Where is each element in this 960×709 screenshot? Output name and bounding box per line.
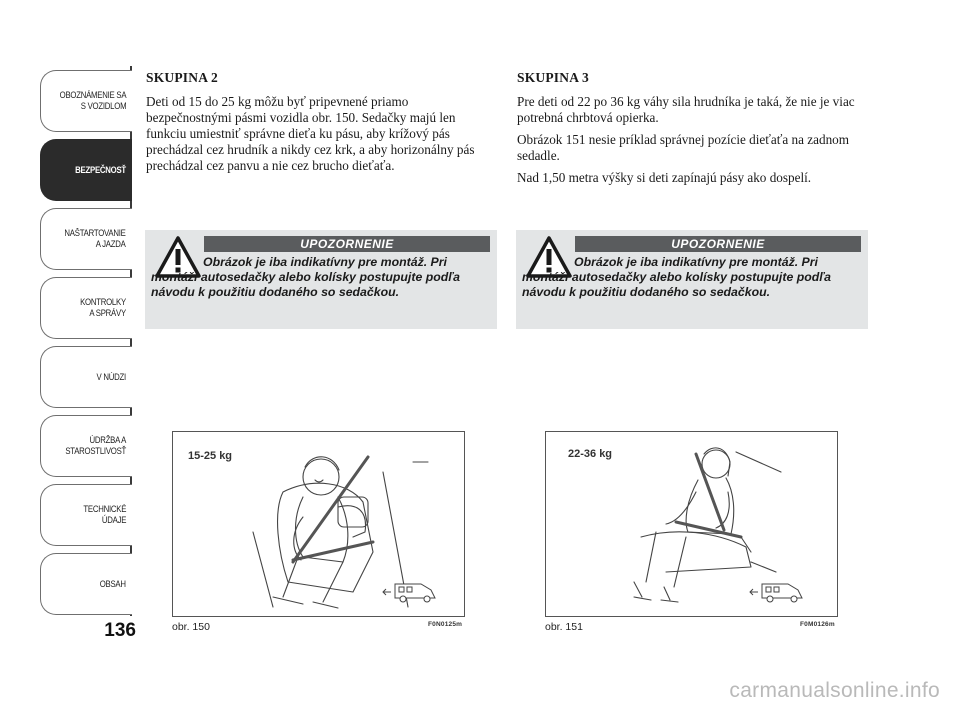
figure-150 (172, 431, 465, 617)
left-column (146, 70, 496, 180)
tab-label: OBOZNÁMENIE SA S VOZIDLOM (59, 90, 126, 112)
figure-151 (545, 431, 838, 617)
child-booster-seat-illustration (173, 432, 466, 618)
section-heading-skupina-2: SKUPINA 2 (146, 70, 218, 85)
watermark: carmanualsonline.info (729, 679, 940, 702)
tab-v-nudzi[interactable] (40, 346, 132, 408)
tab-label: NAŠTARTOVANIE A JAZDA (64, 228, 126, 250)
warning-text: Obrázok je iba indikatívny pre montáž. Pri montáži autosedačky alebo kolísky postupujte podľa návodu k použitiu dodaného so sedačkou. (151, 255, 460, 299)
warning-title: UPOZORNENIE (575, 236, 861, 252)
warning-box (145, 230, 497, 329)
tab-technicke[interactable] (40, 484, 132, 546)
warning-text: Obrázok je iba indikatívny pre montáž. Pri montáži autosedačky alebo kolísky postupujte podľa návodu k použitiu dodaného so sedačkou. (522, 255, 831, 299)
figure-code: F0N0125m (428, 621, 463, 628)
paragraph: Pre deti od 22 po 36 kg váhy sila hrudníka je taká, že nie je viac potrebná chrbtová opierka. (517, 94, 855, 125)
tab-label: KONTROLKY A SPRÁVY (80, 297, 126, 319)
tab-bezpecnost[interactable] (40, 139, 132, 201)
tab-label: TECHNICKÉ ÚDAJE (83, 504, 126, 526)
tab-kontrolky[interactable] (40, 277, 132, 339)
tab-obsah[interactable] (40, 553, 132, 615)
tab-udrzba[interactable] (40, 415, 132, 477)
paragraph: Nad 1,50 metra výšky si deti zapínajú pásy ako dospelí. (517, 170, 812, 185)
figure-code: F0M0126m (800, 621, 835, 628)
page-number: 136 (104, 620, 136, 641)
tab-label: ÚDRŽBA A STAROSTLIVOSŤ (65, 435, 126, 457)
warning-title: UPOZORNENIE (204, 236, 490, 252)
paragraph: Deti od 15 do 25 kg môžu byť pripevnené priamo bezpečnostnými pásmi vozidla obr. 150. Sedačky majú len funkciu umiestniť správne dieťa ku pásu, aby krížový pás prechádzal cez hrudník a nikdy cez krk, a aby horizonálny pás prechádzal cez panvu a nie cez brucho dieťaťa. (146, 94, 475, 173)
tab-nastartovanie[interactable] (40, 208, 132, 270)
child-rear-seat-illustration (546, 432, 839, 618)
tab-oboznamenie[interactable] (40, 70, 132, 132)
paragraph: Obrázok 151 nesie príklad správnej pozície dieťaťa na zadnom sedadle. (517, 132, 850, 163)
figure-caption: obr. 151 (545, 621, 583, 633)
warning-box (516, 230, 868, 329)
right-column (517, 70, 867, 192)
figure-weight-label: 22-36 kg (568, 448, 613, 460)
section-heading-skupina-3: SKUPINA 3 (517, 70, 589, 85)
figure-caption: obr. 150 (172, 621, 210, 633)
tab-label: BEZPEČNOSŤ (75, 164, 126, 176)
tab-label: V NÚDZI (96, 371, 126, 383)
figure-weight-label: 15-25 kg (188, 450, 233, 462)
tab-label: OBSAH (99, 578, 126, 590)
chapter-sidebar (0, 0, 134, 709)
